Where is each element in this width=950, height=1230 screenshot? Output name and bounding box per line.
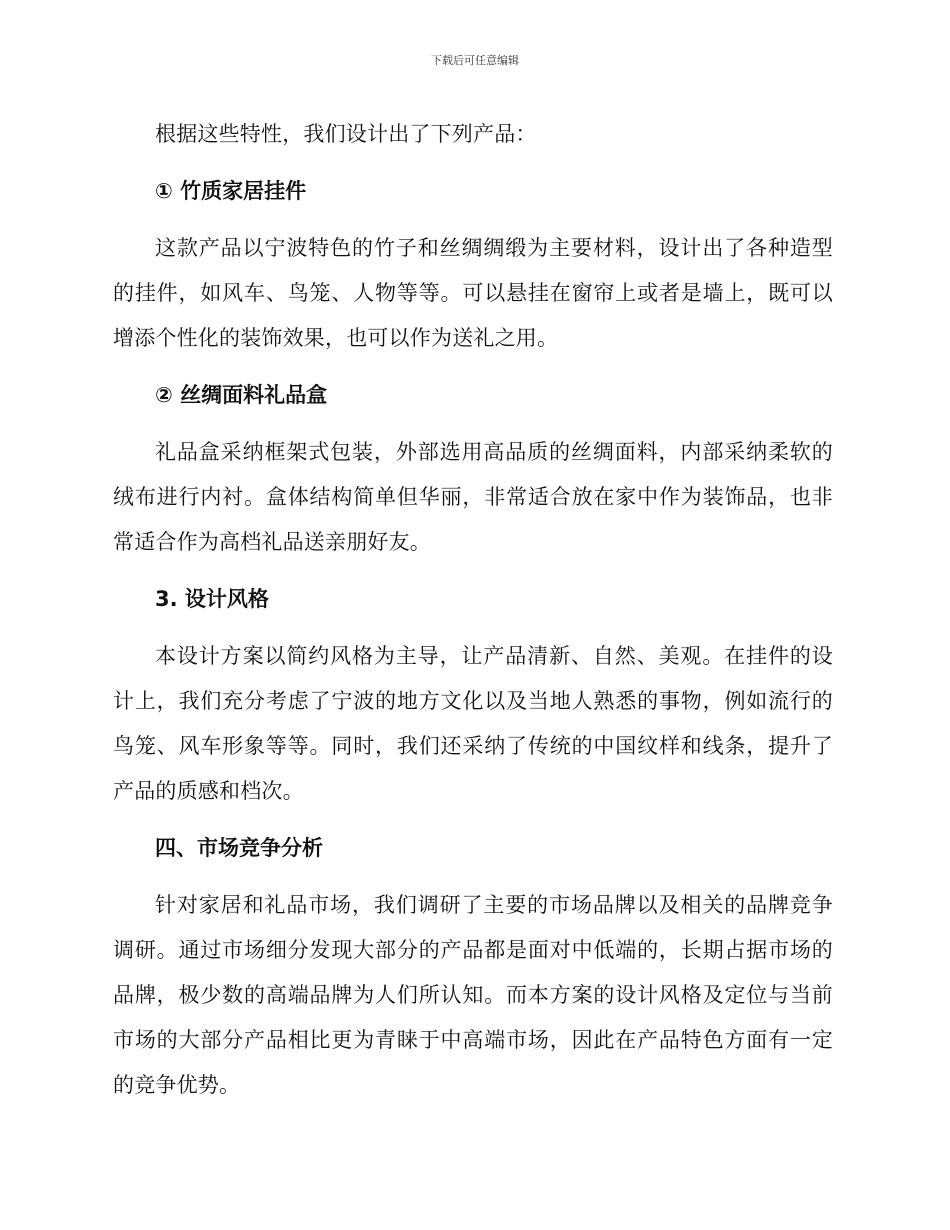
heading-design-style: 3. 设计风格	[155, 587, 269, 611]
page-header: 下载后可任意编辑	[431, 54, 519, 67]
paragraph-bamboo-pendant: 这款产品以宁波特色的竹子和丝绸绸缎为主要材料，设计出了各种造型的挂件，如风车、鸟笼、人物等等。可以悬挂在窗帘上或者是墙上，既可以增添个性化的装饰效果，也可以作为送礼之用。	[113, 236, 833, 350]
document-body	[113, 112, 833, 1108]
paragraph-silk-gift-box: 礼品盒采纳框架式包装，外部选用高品质的丝绸面料，内部采纳柔软的绒布进行内衬。盒体结构简单但华丽，非常适合放在家中作为装饰品，也非常适合作为高档礼品送亲朋好友。	[113, 440, 833, 554]
heading-market-competition: 四、市场竞争分析	[155, 836, 323, 860]
heading-bamboo-pendant: ① 竹质家居挂件	[155, 179, 307, 203]
intro-paragraph: 根据这些特性，我们设计出了下列产品：	[155, 122, 537, 146]
paragraph-design-style: 本设计方案以简约风格为主导，让产品清新、自然、美观。在挂件的设计上，我们充分考虑了宁波的地方文化以及当地人熟悉的事物，例如流行的鸟笼、风车形象等等。同时，我们还采纳了传统的中国纹样和线条，提升了产品的质感和档次。	[113, 644, 833, 803]
heading-silk-gift-box: ② 丝绸面料礼品盒	[155, 383, 328, 407]
paragraph-market-competition: 针对家居和礼品市场，我们调研了主要的市场品牌以及相关的品牌竞争调研。通过市场细分发现大部分的产品都是面对中低端的，长期占据市场的品牌，极少数的高端品牌为人们所认知。而本方案的设计风格及定位与当前市场的大部分产品相比更为青睐于中高端市场，因此在产品特色方面有一定的竞争优势。	[113, 893, 833, 1097]
